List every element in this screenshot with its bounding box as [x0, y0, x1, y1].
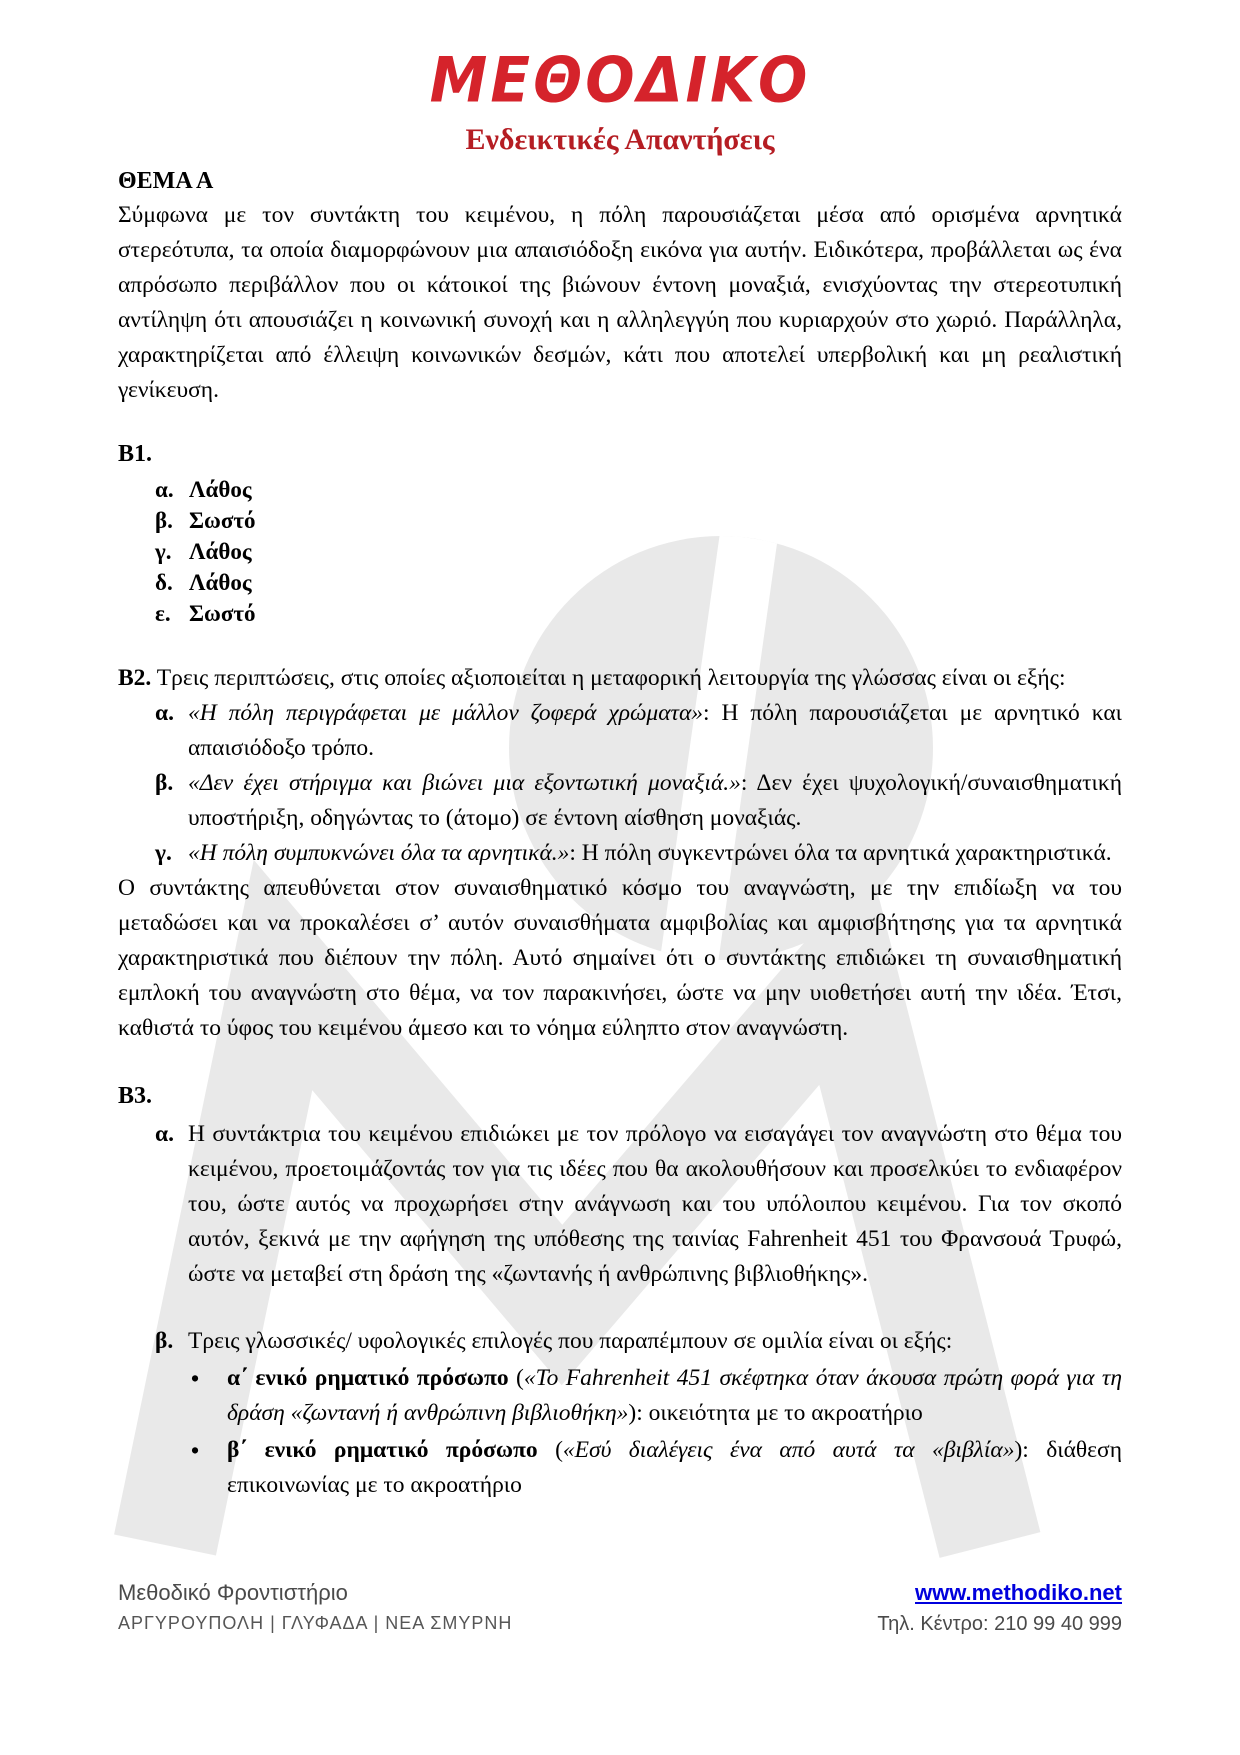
answer-label: Λάθος	[189, 539, 252, 565]
section-b2	[118, 661, 1122, 1046]
answer-label: Λάθος	[189, 570, 252, 596]
bullet-item-text: α΄ ενικό ρηματικό πρόσωπο («Το Fahrenheit 451 σκέφτηκα όταν άκουσα πρώτη φορά για τη δράση «ζωντανή ή ανθρώπινη βιβλιοθήκη»): οικειότητα με το ακροατήριο	[227, 1364, 1122, 1426]
list-marker: β.	[155, 1327, 174, 1354]
list-marker: γ.	[155, 840, 172, 867]
school-name: Μεθοδικό Φροντιστήριο	[118, 1580, 348, 1605]
list-item	[118, 505, 1122, 536]
list-item	[118, 536, 1122, 567]
list-item	[118, 567, 1122, 598]
b1-answer-list	[118, 474, 1122, 629]
section-b3	[118, 1080, 1122, 1502]
list-item	[118, 1117, 1122, 1292]
list-item	[118, 836, 1122, 871]
b2-lead-paragraph: Β2. Τρεις περιπτώσεις, στις οποίες αξιοποιείται η μεταφορική λειτουργία της γλώσσας είναι οι εξής:	[118, 665, 1066, 692]
page-footer	[118, 1580, 1122, 1636]
list-item	[118, 766, 1122, 836]
phone-number: Τηλ. Κέντρο: 210 99 40 999	[877, 1613, 1122, 1635]
list-item	[118, 474, 1122, 505]
bullet-icon: •	[191, 1365, 200, 1391]
list-marker: α.	[155, 700, 174, 727]
list-item-text: «Η πόλη συμπυκνώνει όλα τα αρνητικά.»: Η πόλη συγκεντρώνει όλα τα αρνητικά χαρακτηριστικά.	[188, 840, 1112, 867]
footer-right	[877, 1580, 1122, 1636]
list-marker: α.	[155, 477, 174, 503]
bullet-list-item	[118, 1361, 1122, 1431]
list-item	[118, 1324, 1122, 1359]
list-item	[118, 598, 1122, 629]
section-heading-thema-a: ΘΕΜΑ Α	[118, 168, 214, 195]
answer-label: Σωστό	[189, 601, 256, 627]
bullet-item-text: β΄ ενικό ρηματικό πρόσωπο («Εσύ διαλέγεις ένα από αυτά τα «βιβλία»): διάθεση επικοινωνίας με το ακροατήριο	[227, 1436, 1122, 1498]
section-heading-b1: Β1.	[118, 440, 153, 467]
b2-closing-paragraph: Ο συντάκτης απευθύνεται στον συναισθηματικό κόσμο του αναγνώστη, με την επιδίωξη να του μεταδώσει και να προκαλέσει σ’ αυτόν συναισθήματα αμφιβολίας και αμφισβήτησης για τα αρνητικά χαρακτηριστικά που διέπουν την πόλη. Αυτό σημαίνει ότι ο συντάκτης επιδιώκει τη συναισθηματική εμπλοκή του αναγνώστη στο θέμα, να τον παρακινήσει, ώστε να μην υιοθετήσει αυτή την ιδέα. Έτσι, καθιστά το ύφος του κειμένου άμεσο και το νόημα εύληπτο στον αναγνώστη.	[118, 875, 1122, 1042]
list-item	[118, 696, 1122, 766]
list-marker: α.	[155, 1120, 174, 1147]
footer-left	[118, 1580, 512, 1634]
list-marker: β.	[155, 508, 173, 534]
list-item-text: Τρεις γλωσσικές/ υφολογικές επιλογές που παραπέμπουν σε ομιλία είναι οι εξής:	[188, 1327, 953, 1354]
methodiko-logo: ΜΕΘΟΔΙΚΟ	[429, 43, 811, 117]
list-marker: β.	[155, 770, 174, 797]
page-title: Ενδεικτικές Απαντήσεις	[465, 122, 775, 156]
answer-label: Σωστό	[189, 508, 256, 534]
bullet-list-item	[118, 1433, 1122, 1503]
website-link[interactable]: www.methodiko.net	[915, 1580, 1122, 1605]
branch-locations: ΑΡΓΥΡΟΥΠΟΛΗ | ΓΛΥΦΑΔΑ | ΝΕΑ ΣΜΥΡΝΗ	[118, 1613, 513, 1633]
thema-a-answer-paragraph: Σύμφωνα με τον συντάκτη του κειμένου, η πόλη παρουσιάζεται μέσα από ορισμένα αρνητικά στερεότυπα, τα οποία διαμορφώνουν μια απαισιόδοξη εικόνα για αυτήν. Ειδικότερα, προβάλλεται ως ένα απρόσωπο περιβάλλον που οι κάτοικοί της βιώνουν έντονη μοναξιά, ενισχύοντας την στερεοτυπική αντίληψη ότι απουσιάζει η κοινωνική συνοχή και η αλληλεγγύη που κυριαρχούν στο χωριό. Παράλληλα, χαρακτηρίζεται από έλλειψη κοινωνικών δεσμών, κάτι που αποτελεί υπερβολική και μη ρεαλιστική γενίκευση.	[118, 201, 1122, 403]
list-marker: ε.	[155, 601, 171, 627]
list-marker: δ.	[155, 570, 173, 596]
answer-label: Λάθος	[189, 477, 252, 503]
bullet-icon: •	[191, 1437, 200, 1463]
section-heading-b3: Β3.	[118, 1083, 153, 1110]
section-b1	[118, 438, 1122, 629]
list-marker: γ.	[155, 539, 172, 565]
list-item-text: «Η πόλη περιγράφεται με μάλλον ζοφερά χρώματα»: Η πόλη παρουσιάζεται με αρνητικό και απαισιόδοξο τρόπο.	[188, 700, 1122, 762]
list-item-text: Η συντάκτρια του κειμένου επιδιώκει με τον πρόλογο να εισαγάγει τον αναγνώστη στο θέμα του κειμένου, προετοιμάζοντάς τον για τις ιδέες που θα ακολουθήσουν και προσελκύει το ενδιαφέρον του, ώστε αυτός να προχωρήσει στην ανάγνωση και του υπόλοιπου κειμένου. Για τον σκοπό αυτόν, ξεκινά με την αφήγηση της υπόθεσης της ταινίας Fahrenheit 451 του Φρανσουά Τρυφώ, ώστε να μεταβεί στη δράση της «ζωντανής ή ανθρώπινης βιβλιοθήκης».	[188, 1120, 1122, 1287]
list-item-text: «Δεν έχει στήριγμα και βιώνει μια εξοντωτική μοναξιά.»: Δεν έχει ψυχολογική/συναισθηματική υποστήριξη, οδηγώντας το (άτομο) σε έντονη αίσθηση μοναξιάς.	[188, 770, 1122, 832]
